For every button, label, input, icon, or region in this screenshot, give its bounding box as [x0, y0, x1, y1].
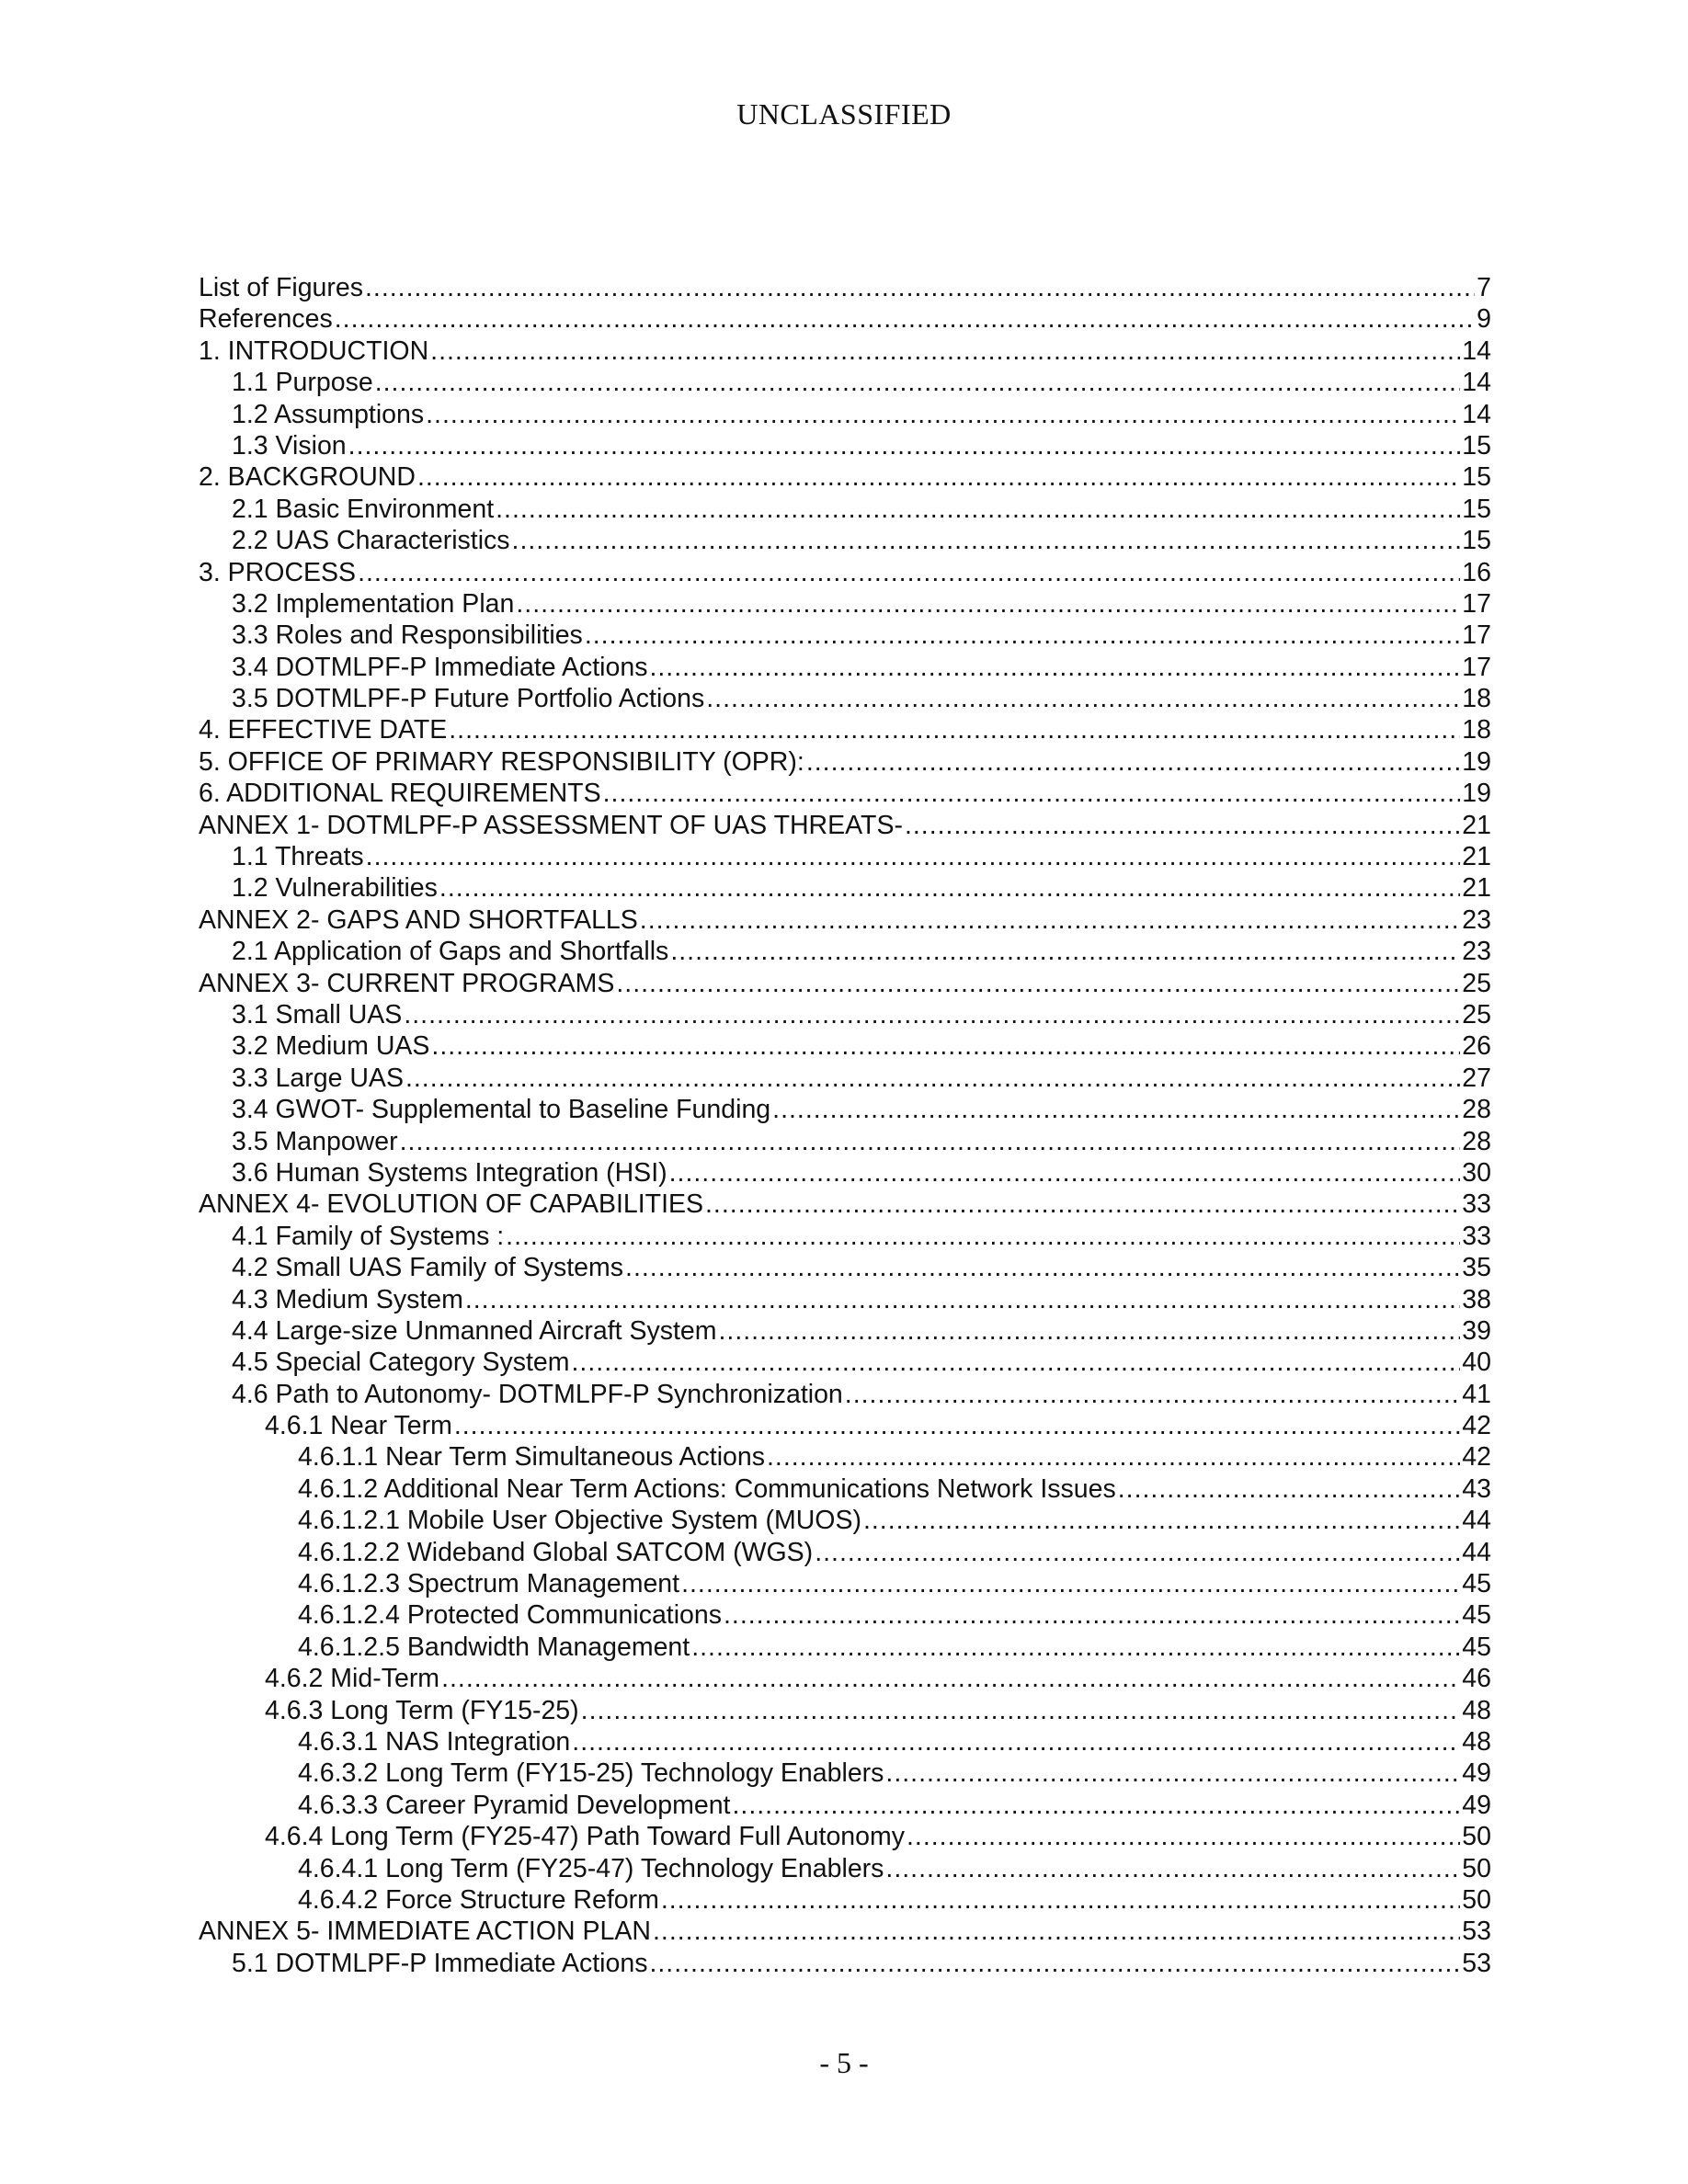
- toc-entry-page: 50: [1462, 1822, 1491, 1852]
- toc-dot-leader: [441, 1663, 1460, 1694]
- toc-entry-page: 17: [1462, 588, 1491, 619]
- toc-dot-leader: [348, 430, 1461, 461]
- toc-entry-page: 19: [1462, 779, 1491, 809]
- toc-entry-label: ANNEX 1- DOTMLPF-P ASSESSMENT OF UAS THREATS-: [199, 810, 903, 840]
- toc-entry[interactable]: [199, 1030, 1491, 1062]
- toc-entry[interactable]: [199, 367, 1491, 398]
- toc-entry[interactable]: [199, 778, 1491, 809]
- toc-entry-page: 53: [1462, 1948, 1491, 1978]
- toc-dot-leader: [603, 778, 1461, 809]
- toc-entry-label: 1.1 Purpose: [232, 368, 373, 398]
- toc-entry-label: 3. PROCESS: [199, 557, 357, 587]
- toc-entry-page: 45: [1462, 1569, 1491, 1599]
- toc-dot-leader: [400, 1126, 1461, 1157]
- table-of-contents: [199, 272, 1491, 1979]
- toc-dot-leader: [706, 683, 1460, 714]
- toc-entry[interactable]: [199, 904, 1491, 936]
- toc-entry[interactable]: [199, 494, 1491, 525]
- toc-entry-label: 4.6.4.1 Long Term (FY25-47) Technology Enablers: [298, 1853, 884, 1883]
- toc-entry[interactable]: [199, 810, 1491, 841]
- toc-entry-page: 15: [1462, 462, 1491, 493]
- toc-entry-page: 21: [1462, 810, 1491, 840]
- toc-entry-page: 17: [1462, 620, 1491, 651]
- toc-entry-page: 9: [1477, 304, 1491, 335]
- toc-dot-leader: [1118, 1473, 1461, 1505]
- toc-entry[interactable]: [199, 272, 1491, 303]
- toc-entry[interactable]: [199, 999, 1491, 1030]
- toc-dot-leader: [572, 1726, 1460, 1757]
- toc-entry[interactable]: [199, 1347, 1491, 1378]
- toc-entry-page: 19: [1462, 746, 1491, 777]
- toc-entry[interactable]: [199, 1189, 1491, 1220]
- toc-entry-page: 21: [1462, 873, 1491, 904]
- toc-entry-page: 38: [1462, 1284, 1491, 1314]
- toc-entry-label: 4.6.1.2.2 Wideband Global SATCOM (WGS): [298, 1537, 814, 1567]
- toc-dot-leader: [905, 810, 1460, 841]
- toc-entry[interactable]: [199, 1916, 1491, 1947]
- toc-entry-page: 25: [1462, 968, 1491, 998]
- toc-entry-label: 6. ADDITIONAL REQUIREMENTS: [199, 779, 601, 809]
- toc-dot-leader: [426, 399, 1460, 430]
- toc-dot-leader: [661, 1884, 1460, 1916]
- toc-entry[interactable]: [199, 1157, 1491, 1189]
- toc-entry[interactable]: [199, 620, 1491, 651]
- toc-dot-leader: [496, 494, 1460, 525]
- toc-dot-leader: [512, 525, 1461, 556]
- toc-entry[interactable]: [199, 430, 1491, 461]
- toc-entry[interactable]: [199, 936, 1491, 967]
- toc-entry-page: 25: [1462, 999, 1491, 1029]
- toc-dot-leader: [449, 714, 1460, 745]
- toc-dot-leader: [885, 1853, 1460, 1884]
- toc-dot-leader: [404, 999, 1460, 1030]
- toc-entry-label: List of Figures: [199, 273, 363, 302]
- toc-entry[interactable]: [199, 1221, 1491, 1252]
- toc-dot-leader: [581, 1695, 1461, 1726]
- toc-entry-page: 27: [1462, 1063, 1491, 1093]
- toc-entry-label: 3.2 Medium UAS: [232, 1031, 430, 1062]
- toc-entry[interactable]: [199, 1284, 1491, 1315]
- toc-entry-label: 3.3 Roles and Responsibilities: [232, 620, 583, 651]
- toc-dot-leader: [681, 1568, 1460, 1599]
- toc-entry-page: 14: [1462, 399, 1491, 429]
- toc-entry-page: 53: [1462, 1917, 1491, 1947]
- toc-dot-leader: [669, 1157, 1461, 1189]
- toc-dot-leader: [572, 1347, 1461, 1378]
- toc-entry-page: 18: [1462, 715, 1491, 745]
- toc-entry[interactable]: [199, 1663, 1491, 1694]
- toc-entry-page: 23: [1462, 904, 1491, 935]
- toc-entry-label: 3.4 DOTMLPF-P Immediate Actions: [232, 652, 648, 682]
- toc-dot-leader: [653, 1916, 1460, 1947]
- toc-dot-leader: [863, 1505, 1460, 1536]
- toc-entry[interactable]: [199, 1063, 1491, 1094]
- toc-entry[interactable]: [199, 336, 1491, 367]
- toc-dot-leader: [640, 904, 1461, 936]
- toc-entry-page: 39: [1462, 1315, 1491, 1346]
- toc-entry[interactable]: [199, 1790, 1491, 1821]
- toc-entry-page: 33: [1462, 1189, 1491, 1220]
- toc-entry-page: 23: [1462, 937, 1491, 967]
- toc-entry[interactable]: [199, 1379, 1491, 1410]
- toc-entry-label: 4.1 Family of Systems :: [232, 1221, 505, 1251]
- toc-entry-label: ANNEX 3- CURRENT PROGRAMS: [199, 968, 615, 998]
- toc-entry-label: 4.6.2 Mid-Term: [265, 1664, 440, 1694]
- toc-entry-label: 4.6.3.3 Career Pyramid Development: [298, 1790, 731, 1820]
- toc-entry-label: 3.4 GWOT- Supplemental to Baseline Funding: [232, 1095, 771, 1125]
- toc-dot-leader: [705, 1189, 1460, 1220]
- toc-entry-page: 46: [1462, 1664, 1491, 1694]
- toc-entry[interactable]: [199, 1632, 1491, 1663]
- toc-entry[interactable]: [199, 841, 1491, 872]
- toc-entry-page: 15: [1462, 430, 1491, 461]
- toc-entry-label: ANNEX 5- IMMEDIATE ACTION PLAN: [199, 1917, 651, 1947]
- toc-entry[interactable]: [199, 1757, 1491, 1789]
- toc-dot-leader: [625, 1252, 1460, 1283]
- toc-entry[interactable]: [199, 303, 1491, 335]
- toc-entry-label: 4. EFFECTIVE DATE: [199, 715, 448, 745]
- toc-entry-page: 44: [1462, 1506, 1491, 1536]
- toc-entry[interactable]: [199, 1884, 1491, 1916]
- toc-dot-leader: [366, 841, 1461, 872]
- toc-entry-page: 45: [1462, 1632, 1491, 1662]
- toc-entry-page: 28: [1462, 1126, 1491, 1156]
- toc-entry[interactable]: [199, 1537, 1491, 1568]
- toc-entry-page: 41: [1462, 1379, 1491, 1409]
- toc-entry[interactable]: [199, 1948, 1491, 1979]
- toc-entry-label: 1. INTRODUCTION: [199, 336, 429, 366]
- toc-dot-leader: [405, 1063, 1460, 1094]
- toc-entry-label: 4.6.1.2.3 Spectrum Management: [298, 1569, 680, 1599]
- toc-dot-leader: [845, 1379, 1461, 1410]
- toc-entry-page: 28: [1462, 1095, 1491, 1125]
- toc-entry-label: 1.1 Threats: [232, 842, 364, 872]
- toc-entry[interactable]: [199, 1410, 1491, 1441]
- toc-entry[interactable]: [199, 1568, 1491, 1599]
- toc-dot-leader: [506, 1221, 1460, 1252]
- toc-dot-leader: [365, 272, 1475, 303]
- toc-entry[interactable]: [199, 1505, 1491, 1536]
- toc-dot-leader: [375, 367, 1461, 398]
- toc-dot-leader: [885, 1757, 1460, 1789]
- toc-dot-leader: [691, 1632, 1460, 1663]
- toc-entry[interactable]: [199, 1252, 1491, 1283]
- toc-dot-leader: [806, 746, 1460, 778]
- toc-entry-label: 4.6.3 Long Term (FY15-25): [265, 1695, 579, 1725]
- toc-entry[interactable]: [199, 588, 1491, 620]
- toc-entry-label: 3.5 Manpower: [232, 1126, 398, 1156]
- toc-dot-leader: [335, 303, 1475, 335]
- toc-entry-label: 3.1 Small UAS: [232, 999, 403, 1029]
- toc-entry-label: 4.6.1.2 Additional Near Term Actions: Communications Network Issues: [298, 1473, 1116, 1504]
- toc-entry-page: 14: [1462, 368, 1491, 398]
- toc-entry-page: 26: [1462, 1031, 1491, 1062]
- toc-entry-label: 3.2 Implementation Plan: [232, 588, 515, 619]
- toc-entry[interactable]: [199, 1726, 1491, 1757]
- toc-entry[interactable]: [199, 714, 1491, 745]
- toc-entry-page: 49: [1462, 1790, 1491, 1820]
- toc-entry-label: 2. BACKGROUND: [199, 462, 416, 493]
- toc-entry-label: 3.6 Human Systems Integration (HSI): [232, 1157, 667, 1188]
- toc-entry[interactable]: [199, 1695, 1491, 1726]
- toc-entry-label: 3.3 Large UAS: [232, 1063, 404, 1093]
- toc-entry-page: 15: [1462, 526, 1491, 556]
- toc-entry-label: 4.6.1.1 Near Term Simultaneous Actions: [298, 1442, 765, 1473]
- toc-entry-page: 50: [1462, 1884, 1491, 1915]
- classification-header: UNCLASSIFIED: [736, 97, 952, 131]
- toc-entry-page: 48: [1462, 1726, 1491, 1757]
- toc-entry-page: 43: [1462, 1473, 1491, 1504]
- toc-dot-leader: [670, 936, 1460, 967]
- toc-entry[interactable]: [199, 1094, 1491, 1125]
- toc-entry-label: 1.2 Assumptions: [232, 399, 425, 429]
- toc-entry-page: 40: [1462, 1348, 1491, 1378]
- toc-entry-page: 45: [1462, 1600, 1491, 1631]
- toc-dot-leader: [358, 557, 1460, 588]
- toc-entry-page: 35: [1462, 1253, 1491, 1283]
- toc-entry[interactable]: [199, 746, 1491, 778]
- toc-entry[interactable]: [199, 652, 1491, 683]
- toc-entry-page: 44: [1462, 1537, 1491, 1567]
- toc-entry-label: 4.5 Special Category System: [232, 1348, 570, 1378]
- toc-entry-page: 21: [1462, 842, 1491, 872]
- toc-dot-leader: [772, 1094, 1460, 1125]
- toc-entry[interactable]: [199, 557, 1491, 588]
- toc-entry-label: ANNEX 2- GAPS AND SHORTFALLS: [199, 904, 638, 935]
- toc-entry-label: 4.6.1 Near Term: [265, 1411, 452, 1441]
- toc-dot-leader: [724, 1599, 1460, 1631]
- toc-entry-label: 4.6.1.2.4 Protected Communications: [298, 1600, 722, 1631]
- toc-entry-page: 42: [1462, 1442, 1491, 1473]
- toc-entry-page: 30: [1462, 1157, 1491, 1188]
- toc-dot-leader: [516, 588, 1460, 620]
- toc-dot-leader: [417, 461, 1460, 493]
- toc-entry[interactable]: [199, 1853, 1491, 1884]
- toc-entry-label: 4.2 Small UAS Family of Systems: [232, 1253, 624, 1283]
- toc-entry[interactable]: [199, 1473, 1491, 1505]
- toc-entry-page: 18: [1462, 684, 1491, 714]
- toc-entry-label: 5. OFFICE OF PRIMARY RESPONSIBILITY (OPR):: [199, 746, 804, 777]
- toc-dot-leader: [431, 1030, 1460, 1062]
- toc-entry-label: References: [199, 304, 333, 335]
- toc-dot-leader: [616, 968, 1460, 999]
- toc-entry-page: 33: [1462, 1221, 1491, 1251]
- toc-entry-page: 14: [1462, 336, 1491, 366]
- toc-entry-page: 16: [1462, 557, 1491, 587]
- toc-entry-page: 15: [1462, 494, 1491, 524]
- toc-dot-leader: [585, 620, 1460, 651]
- toc-entry-label: 4.6.4.2 Force Structure Reform: [298, 1884, 659, 1915]
- toc-dot-leader: [719, 1315, 1461, 1347]
- toc-entry[interactable]: [199, 683, 1491, 714]
- toc-dot-leader: [465, 1284, 1460, 1315]
- toc-entry-label: 1.3 Vision: [232, 430, 347, 461]
- toc-dot-leader: [767, 1441, 1460, 1473]
- toc-entry-page: 7: [1477, 273, 1491, 302]
- toc-entry[interactable]: [199, 872, 1491, 904]
- toc-entry-label: 3.5 DOTMLPF-P Future Portfolio Actions: [232, 684, 705, 714]
- toc-entry-page: 17: [1462, 652, 1491, 682]
- toc-dot-leader: [649, 652, 1460, 683]
- toc-entry[interactable]: [199, 525, 1491, 556]
- toc-entry-label: 2.1 Basic Environment: [232, 494, 495, 524]
- toc-entry-label: 1.2 Vulnerabilities: [232, 873, 438, 904]
- toc-entry-label: 5.1 DOTMLPF-P Immediate Actions: [232, 1948, 648, 1978]
- toc-entry[interactable]: [199, 399, 1491, 430]
- toc-entry[interactable]: [199, 1441, 1491, 1473]
- toc-dot-leader: [439, 872, 1460, 904]
- toc-dot-leader: [907, 1821, 1460, 1852]
- page-number: - 5 -: [819, 2046, 869, 2079]
- toc-dot-leader: [815, 1537, 1460, 1568]
- toc-entry-label: 4.3 Medium System: [232, 1284, 463, 1314]
- toc-entry[interactable]: [199, 1821, 1491, 1852]
- toc-entry-label: 4.6 Path to Autonomy- DOTMLPF-P Synchronization: [232, 1379, 843, 1409]
- toc-entry-label: 4.6.3.2 Long Term (FY15-25) Technology Enablers: [298, 1758, 884, 1789]
- toc-entry-label: 4.4 Large-size Unmanned Aircraft System: [232, 1315, 717, 1346]
- toc-entry-label: 4.6.1.2.1 Mobile User Objective System (MUOS): [298, 1506, 861, 1536]
- toc-entry-label: 2.2 UAS Characteristics: [232, 526, 510, 556]
- toc-entry-page: 48: [1462, 1695, 1491, 1725]
- toc-entry[interactable]: [199, 461, 1491, 493]
- toc-entry-label: ANNEX 4- EVOLUTION OF CAPABILITIES: [199, 1189, 704, 1220]
- toc-dot-leader: [454, 1410, 1460, 1441]
- toc-entry-label: 4.6.3.1 NAS Integration: [298, 1726, 571, 1757]
- toc-entry-label: 4.6.1.2.5 Bandwidth Management: [298, 1632, 690, 1662]
- toc-entry-page: 50: [1462, 1853, 1491, 1883]
- toc-entry-label: 4.6.4 Long Term (FY25-47) Path Toward Full Autonomy: [265, 1822, 905, 1852]
- toc-entry-page: 49: [1462, 1758, 1491, 1789]
- toc-dot-leader: [732, 1790, 1460, 1821]
- toc-entry[interactable]: [199, 1599, 1491, 1631]
- toc-entry-label: 2.1 Application of Gaps and Shortfalls: [232, 937, 669, 967]
- toc-entry[interactable]: [199, 968, 1491, 999]
- toc-entry[interactable]: [199, 1315, 1491, 1347]
- toc-entry-page: 42: [1462, 1411, 1491, 1441]
- toc-entry[interactable]: [199, 1126, 1491, 1157]
- toc-dot-leader: [649, 1948, 1460, 1979]
- toc-dot-leader: [430, 336, 1460, 367]
